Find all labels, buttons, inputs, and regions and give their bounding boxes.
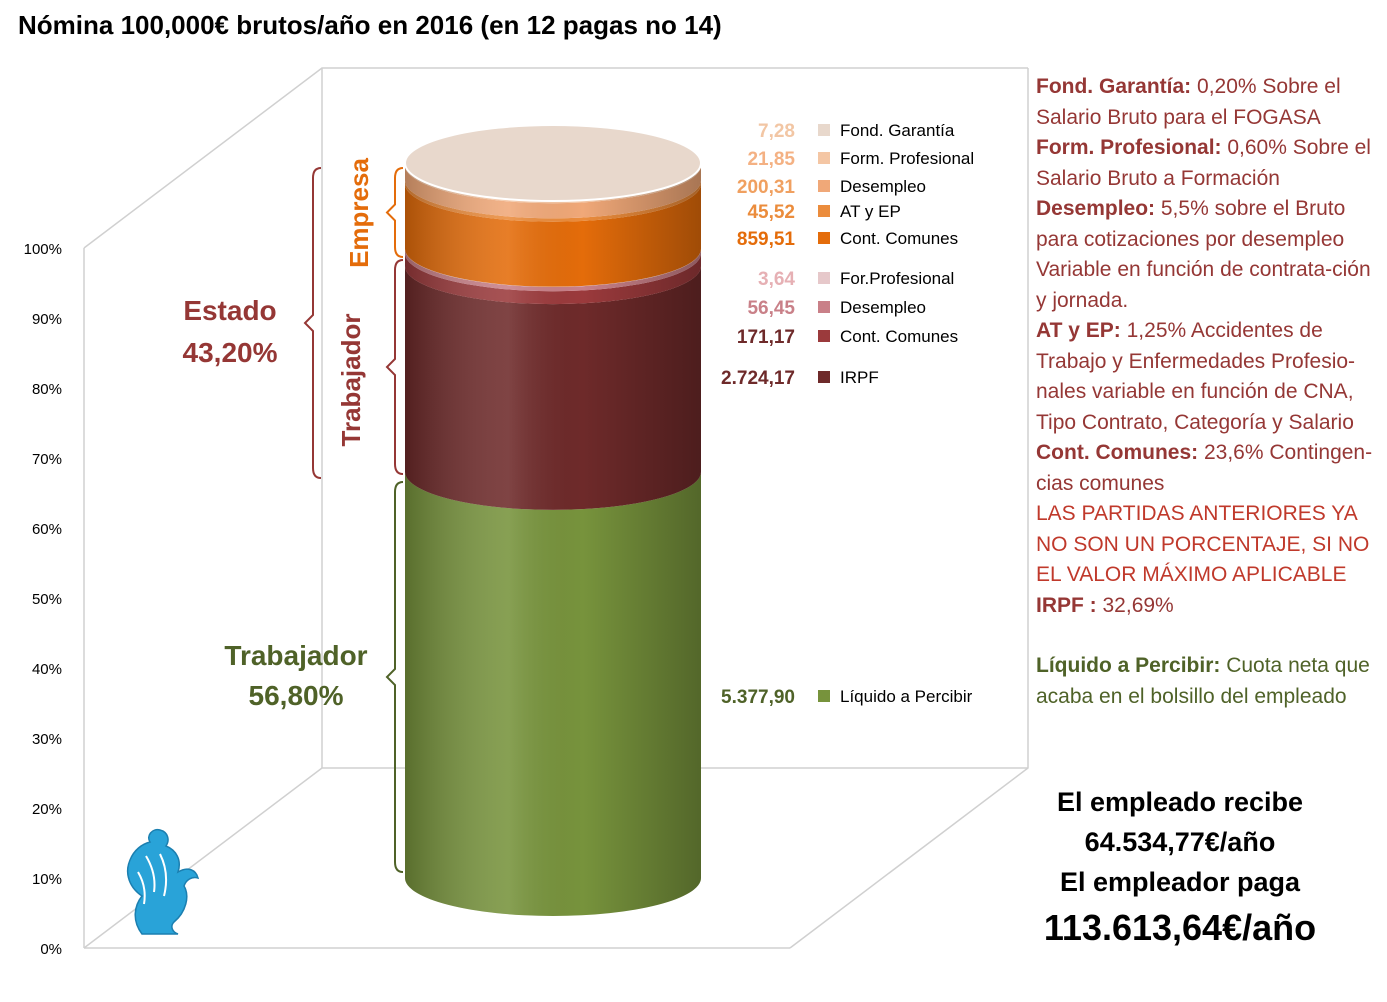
data-label: 21,85 [747,149,795,170]
note-desemp [1036,194,1386,316]
legend-label: Fond. Garantía [840,121,955,140]
cylinder-shading [405,472,701,916]
data-label: 45,52 [747,202,795,223]
y-tick-label: 10% [31,871,62,888]
trabajador-label: Trabajador [224,640,368,671]
legend-swatch [818,330,830,342]
legend-swatch [818,232,830,244]
summary-line3: El empleador paga [1059,867,1301,897]
legend-label: Desempleo [840,298,926,317]
note-desemp-text: 5,5% sobre el Bruto para cotizaciones por desempleo Variable en función de contrata-ción y jornada. [1036,197,1371,312]
y-tick-label: 70% [31,451,62,468]
chart-title: Nómina 100,000€ brutos/año en 2016 (en 12 pagas no 14) [18,10,722,40]
note-form [1036,133,1386,194]
estado-label: Estado [183,295,277,326]
legend-label: Form. Profesional [840,149,975,168]
y-tick-label: 60% [31,521,62,538]
y-tick-label: 50% [31,591,62,608]
data-label: 3,64 [758,269,795,290]
trabajador-vertical-label: Trabajador [336,313,366,447]
legend-label: Líquido a Percibir [840,687,973,706]
legend-swatch [818,205,830,217]
data-label: 200,31 [736,177,795,198]
summary-line1: El empleado recibe [1056,787,1304,817]
legend-swatch [818,690,830,702]
cylinder-top [405,125,701,201]
note-liquido-text: Cuota neta que acaba en el bolsillo del empleado [1036,654,1370,708]
note-atep [1036,316,1386,438]
note-liquido [1036,651,1386,712]
note-form-title: Form. Profesional: [1036,136,1222,159]
y-tick-label: 40% [31,661,62,678]
y-tick-label: 30% [31,731,62,748]
note-form-text: 0,60% Sobre el Salario Bruto a Formación [1036,136,1371,190]
y-tick-label: 100% [23,241,62,258]
note-fondo-text: 0,20% Sobre el Salario Bruto para el FOGASA [1036,75,1341,129]
legend-label: Cont. Comunes [840,327,959,346]
note-caps: LAS PARTIDAS ANTERIORES YA NO SON UN PORCENTAJE, SI NO EL VALOR MÁXIMO APLICABLE [1036,502,1370,586]
trabajador-bracket [387,482,403,872]
trabajador-pct: 56,80% [248,680,344,711]
trabajador-estado-bracket [387,260,403,474]
group-brackets [305,168,403,872]
legend-swatch [818,272,830,284]
y-tick-label: 90% [31,311,62,328]
note-atep-text: 1,25% Accidentes de Trabajo y Enfermedades Profesio-nales variable en función de CNA, Tipo Contrato, Categoría y Salario [1036,319,1356,434]
summary-line4: 113.613,64€/año [1043,907,1317,948]
data-label: 5.377,90 [721,687,795,708]
legend-swatch [818,180,830,192]
legend-label: Desempleo [840,177,926,196]
empresa-bracket [387,168,403,257]
legend-label: AT y EP [840,202,901,221]
legend-swatch [818,152,830,164]
data-label: 171,17 [736,327,795,348]
note-fondo-title: Fond. Garantía: [1036,75,1192,98]
summary-line2: 64.534,77€/año [1084,827,1276,857]
note-cont [1036,438,1386,499]
griffin-logo-icon [112,826,202,936]
note-desemp-title: Desempleo: [1036,197,1156,220]
y-tick-label: 0% [40,941,62,958]
y-tick-label: 20% [31,801,62,818]
estado-bracket [305,168,321,478]
legend-label: For.Profesional [840,269,955,288]
legend-swatch [818,301,830,313]
legend [721,121,974,708]
note-cont-title: Cont. Comunes: [1036,441,1199,464]
note-irpf [1036,591,1386,622]
note-liquido-title: Líquido a Percibir: [1036,654,1221,677]
data-label: 2.724,17 [721,368,795,389]
notes-panel [1036,72,1386,712]
note-irpf-title: IRPF : [1036,593,1097,617]
y-tick-label: 80% [31,381,62,398]
note-cont-text: 23,6% Contingen-cias comunes [1036,441,1373,495]
note-fondo [1036,72,1386,133]
estado-pct: 43,20% [182,337,278,368]
stacked-cylinder [405,125,701,916]
note-irpf-text: 32,69% [1096,593,1174,617]
y-axis [24,241,62,958]
legend-swatch [818,371,830,383]
data-label: 7,28 [758,121,795,142]
legend-swatch [818,124,830,136]
note-atep-title: AT y EP: [1036,319,1121,342]
legend-label: IRPF [840,368,879,387]
data-label: 56,45 [747,298,795,319]
summary-box [1010,782,1350,954]
data-label: 859,51 [736,229,795,250]
empresa-label: Empresa [344,158,374,268]
legend-label: Cont. Comunes [840,229,959,248]
